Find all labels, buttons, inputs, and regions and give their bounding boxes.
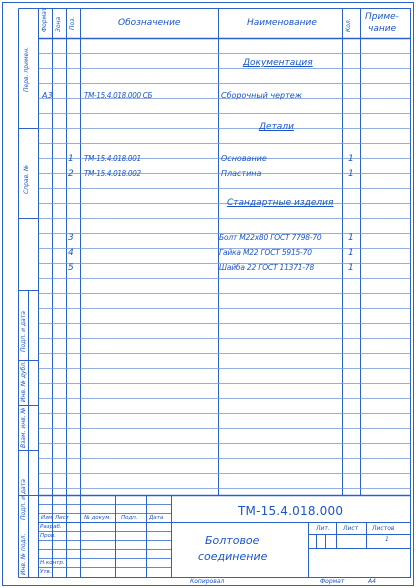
- section-standard: Стандартные изделия: [227, 198, 334, 208]
- header-pos: Поз.: [69, 16, 76, 30]
- row-designation: ТМ-15.4.018.001: [84, 154, 141, 163]
- tb-data: Дата: [149, 515, 164, 521]
- header-format: Формат: [41, 7, 48, 32]
- header-name: Наименование: [247, 18, 317, 28]
- side-inv-dubl: Инв. № дубл.: [20, 360, 27, 402]
- row-qty: 1: [348, 169, 354, 179]
- tb-list: Лист: [55, 515, 69, 521]
- row-name: Основание: [221, 154, 267, 163]
- footer-format-label: Формат: [320, 578, 345, 585]
- row-designation: ТМ-15.4.018.002: [84, 169, 141, 178]
- doc-number: ТМ-15.4.018.000: [238, 504, 344, 518]
- row-name: Шайба 22 ГОСТ 11371-78: [219, 263, 315, 272]
- side-inv-podl: Инв. № подл.: [20, 533, 27, 575]
- tb-listov: Листов: [372, 525, 395, 532]
- row-pos: 4: [68, 248, 74, 258]
- title-line-2: соединение: [198, 550, 268, 563]
- side-podp-data-1: Подп. и дата: [20, 311, 27, 352]
- row-pos: 5: [68, 263, 74, 273]
- tb-izm: Изм: [41, 515, 53, 521]
- tb-prov: Пров.: [40, 533, 56, 539]
- tb-lit: Лит.: [316, 525, 330, 532]
- row-designation: ТМ-15.4.018.000 СБ: [84, 91, 153, 100]
- title-line-1: Болтовое: [205, 534, 260, 547]
- side-perv-primen: Перв. примен.: [23, 46, 30, 92]
- tb-razrab: Разраб.: [40, 524, 62, 530]
- footer-kopiroval: Копировал: [190, 578, 225, 585]
- row-format: А3: [42, 91, 53, 100]
- tb-podp: Подп.: [121, 515, 138, 521]
- row-name: Болт М22х80 ГОСТ 7798-70: [219, 233, 322, 242]
- row-name: Сборочный чертеж: [221, 91, 302, 100]
- section-parts: Детали: [259, 122, 294, 132]
- row-qty: 1: [348, 263, 354, 273]
- tb-n-dokum: № докум.: [84, 515, 112, 521]
- side-sprav: Справ. №: [23, 164, 30, 194]
- row-name: Гайка М22 ГОСТ 5915-70: [219, 248, 312, 257]
- header-zone: Зона: [55, 16, 62, 32]
- header-note-1: Приме-: [365, 12, 399, 22]
- header-qty: Кол.: [345, 18, 352, 32]
- tb-list-label: Лист: [343, 525, 359, 532]
- tb-n-kontr: Н.контр.: [40, 560, 65, 566]
- header-designation: Обозначение: [118, 18, 181, 28]
- section-documentation: Документация: [243, 58, 313, 68]
- row-qty: 1: [348, 233, 354, 243]
- row-pos: 2: [68, 169, 74, 179]
- row-qty: 1: [348, 154, 354, 164]
- row-name: Пластина: [221, 169, 262, 178]
- row-qty: 1: [348, 248, 354, 258]
- side-vzam-inv: Взам. инв. №: [20, 407, 27, 448]
- tb-utv: Утв.: [40, 569, 52, 575]
- row-pos: 3: [68, 233, 74, 243]
- side-podp-data-2: Подп. и дата: [20, 479, 27, 520]
- row-pos: 1: [68, 154, 74, 164]
- footer-format-value: А4: [368, 578, 376, 585]
- tb-listov-value: 1: [385, 536, 389, 543]
- header-note-2: чание: [368, 24, 397, 34]
